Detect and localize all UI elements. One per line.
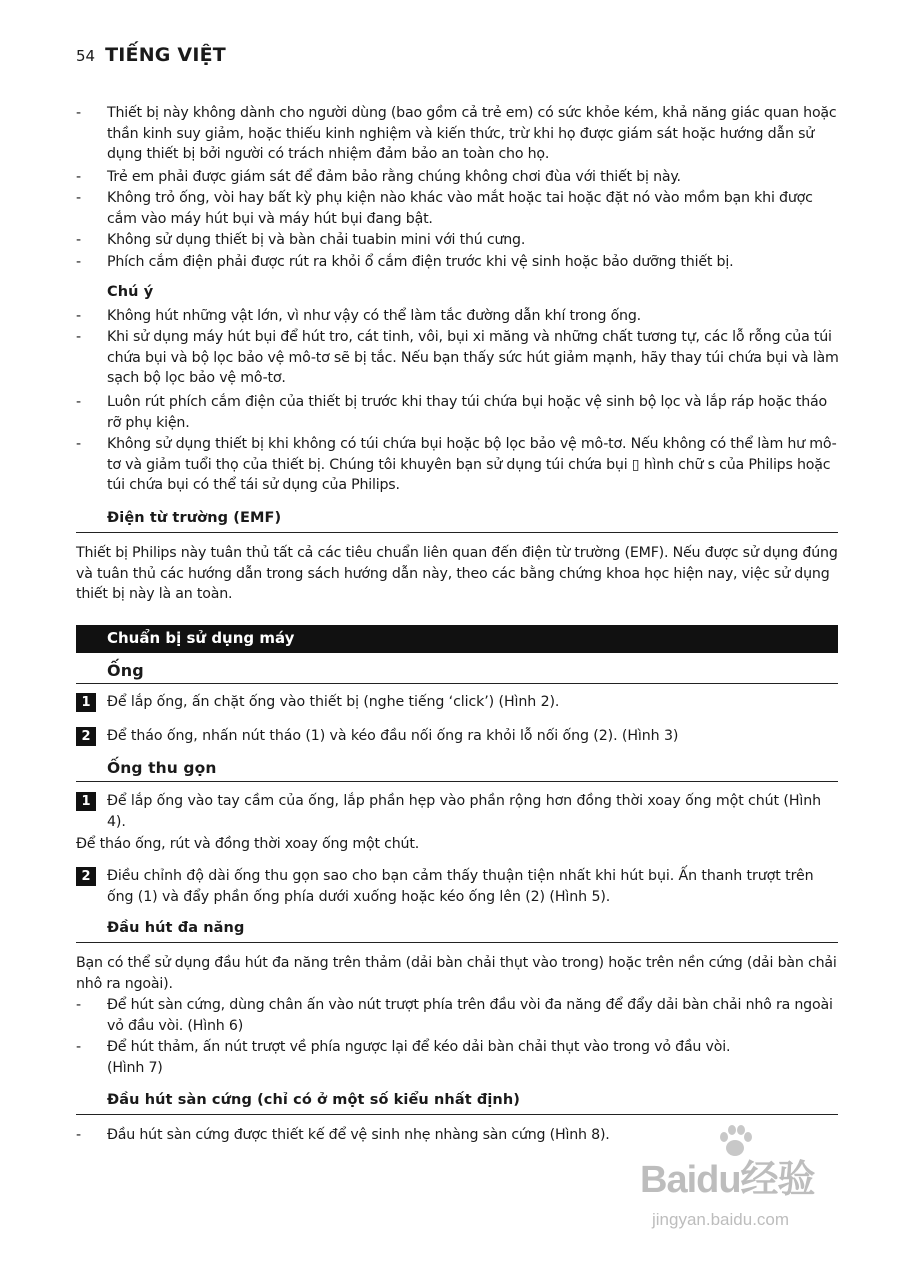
divider bbox=[76, 781, 838, 782]
step-number: 2 bbox=[76, 727, 96, 746]
bullet-dash: - bbox=[76, 308, 82, 324]
dau-hut-intro: Bạn có thể sử dụng đầu hút đa năng trên thảm (dải bàn chải thụt vào trong) hoặc trên nền cứng (dải bàn chải nhô ra ngoài). bbox=[76, 955, 837, 992]
watermark bbox=[640, 1138, 855, 1248]
list-item: Không sử dụng thiết bị khi không có túi chứa bụi hoặc bộ lọc bảo vệ mô-tơ. Nếu không có thể làm hư mô-tơ và giảm tuổi thọ của thiết bị. Chúng tôi khuyên bạn sử dụng túi chứa bụi ▯ hình chữ s của Philips hoặc túi chứa bụi có thể tái sử dụng của Philips. bbox=[107, 436, 837, 493]
list-item: Thiết bị này không dành cho người dùng (bao gồm cả trẻ em) có sức khỏe kém, khả năng giác quan hoặc thần kinh suy giảm, hoặc thiếu kinh nghiệm và kiến thức, trừ khi họ được giám sát hoặc hướng dẫn sử dụng thiết bị bởi người có trách nhiệm đảm bảo an toàn cho họ. bbox=[107, 105, 837, 162]
page-number: 54 bbox=[76, 47, 96, 65]
step-text: Điều chỉnh độ dài ống thu gọn sao cho bạn cảm thấy thuận tiện nhất khi hút bụi. Ấn thanh trượt trên ống (1) và đẩy phần ống phía dưới xuống hoặc kéo ống lên (2) (Hình 5). bbox=[107, 868, 814, 905]
bullet-dash: - bbox=[76, 997, 82, 1013]
divider bbox=[76, 942, 838, 943]
list-item: Không trỏ ống, vòi hay bất kỳ phụ kiện nào khác vào mắt hoặc tai hoặc đặt nó vào mồm bạn khi được cắm vào máy hút bụi và máy hút bụi đang bật. bbox=[107, 190, 813, 227]
list-item: Không hút những vật lớn, vì như vậy có thể làm tắc đường dẫn khí trong ống. bbox=[107, 308, 641, 324]
bullet-dash: - bbox=[76, 169, 82, 185]
bullet-dash: - bbox=[76, 254, 82, 270]
step-number: 1 bbox=[76, 792, 96, 811]
ong-thu-gon-title: Ống thu gọn bbox=[107, 759, 217, 777]
step-text: Để tháo ống, nhấn nút tháo (1) và kéo đầu nối ống ra khỏi lỗ nối ống (2). (Hình 3) bbox=[107, 728, 679, 744]
page-header bbox=[76, 44, 226, 72]
list-item: Đầu hút sàn cứng được thiết kế để vệ sinh nhẹ nhàng sàn cứng (Hình 8). bbox=[107, 1127, 610, 1143]
list-item: Để hút thảm, ấn nút trượt về phía ngược lại để kéo dải bàn chải thụt vào trong vỏ đầu vòi. (Hình 7) bbox=[107, 1039, 731, 1076]
list-item: Không sử dụng thiết bị và bàn chải tuabin mini với thú cưng. bbox=[107, 232, 526, 248]
dau-hut-title: Đầu hút đa năng bbox=[107, 920, 245, 936]
watermark-url: jingyan.baidu.com bbox=[652, 1210, 790, 1229]
section-bar bbox=[76, 625, 838, 653]
emf-text: Thiết bị Philips này tuân thủ tất cả các tiêu chuẩn liên quan đến điện từ trường (EMF). Nếu được sử dụng đúng và tuân thủ các hướng dẫn trong sách hướng dẫn này, theo các bằng chứng khoa học hiện nay, việc sử dụng thiết bị này là an toàn. bbox=[76, 545, 838, 602]
note-text: Để tháo ống, rút và đồng thời xoay ống một chút. bbox=[76, 836, 420, 852]
step-number: 2 bbox=[76, 867, 96, 886]
caution-title: Chú ý bbox=[107, 284, 154, 300]
watermark-logo: Baidu经验 bbox=[640, 1159, 815, 1201]
list-item: Trẻ em phải được giám sát để đảm bảo rằng chúng không chơi đùa với thiết bị này. bbox=[107, 169, 681, 185]
ong-title: Ống bbox=[107, 661, 144, 680]
emf-title: Điện từ trường (EMF) bbox=[107, 510, 282, 526]
dau-hut-san-title: Đầu hút sàn cứng (chỉ có ở một số kiểu nhất định) bbox=[107, 1092, 521, 1108]
bullet-dash: - bbox=[76, 394, 82, 410]
bullet-dash: - bbox=[76, 232, 82, 248]
bullet-dash: - bbox=[76, 1039, 82, 1055]
step-text: Để lắp ống, ấn chặt ống vào thiết bị (nghe tiếng ‘click’) (Hình 2). bbox=[107, 694, 560, 710]
language-title: TIẾNG VIỆT bbox=[105, 44, 226, 66]
bullet-dash: - bbox=[76, 329, 82, 345]
divider bbox=[76, 683, 838, 684]
bullet-dash: - bbox=[76, 105, 82, 121]
step-text: Để lắp ống vào tay cầm của ống, lắp phần hẹp vào phần rộng hơn đồng thời xoay ống một chút (Hình 4). bbox=[107, 793, 822, 830]
bullet-dash: - bbox=[76, 436, 82, 452]
list-item: Phích cắm điện phải được rút ra khỏi ổ cắm điện trước khi vệ sinh hoặc bảo dưỡng thiết bị. bbox=[107, 254, 734, 270]
list-item: Khi sử dụng máy hút bụi để hút tro, cát tinh, vôi, bụi xi măng và những chất tương tự, các lỗ rỗng của túi chứa bụi và bộ lọc bảo vệ mô-tơ sẽ bị tắc. Nếu bạn thấy sức hút giảm mạnh, hãy thay túi chứa bụi và làm sạch bộ lọc bảo vệ mô-tơ. bbox=[107, 329, 839, 386]
list-item: Luôn rút phích cắm điện của thiết bị trước khi thay túi chứa bụi hoặc vệ sinh bộ lọc và lắp ráp hoặc tháo rỡ phụ kiện. bbox=[107, 394, 828, 431]
section-title: Chuẩn bị sử dụng máy bbox=[107, 629, 295, 647]
bullet-dash: - bbox=[76, 1127, 82, 1143]
step-number: 1 bbox=[76, 693, 96, 712]
divider bbox=[76, 1114, 838, 1115]
list-item: Để hút sàn cứng, dùng chân ấn vào nút trượt phía trên đầu vòi đa năng để đẩy dải bàn chải nhô ra ngoài vỏ đầu vòi. (Hình 6) bbox=[107, 997, 833, 1034]
divider bbox=[76, 532, 838, 533]
bullet-dash: - bbox=[76, 190, 82, 206]
